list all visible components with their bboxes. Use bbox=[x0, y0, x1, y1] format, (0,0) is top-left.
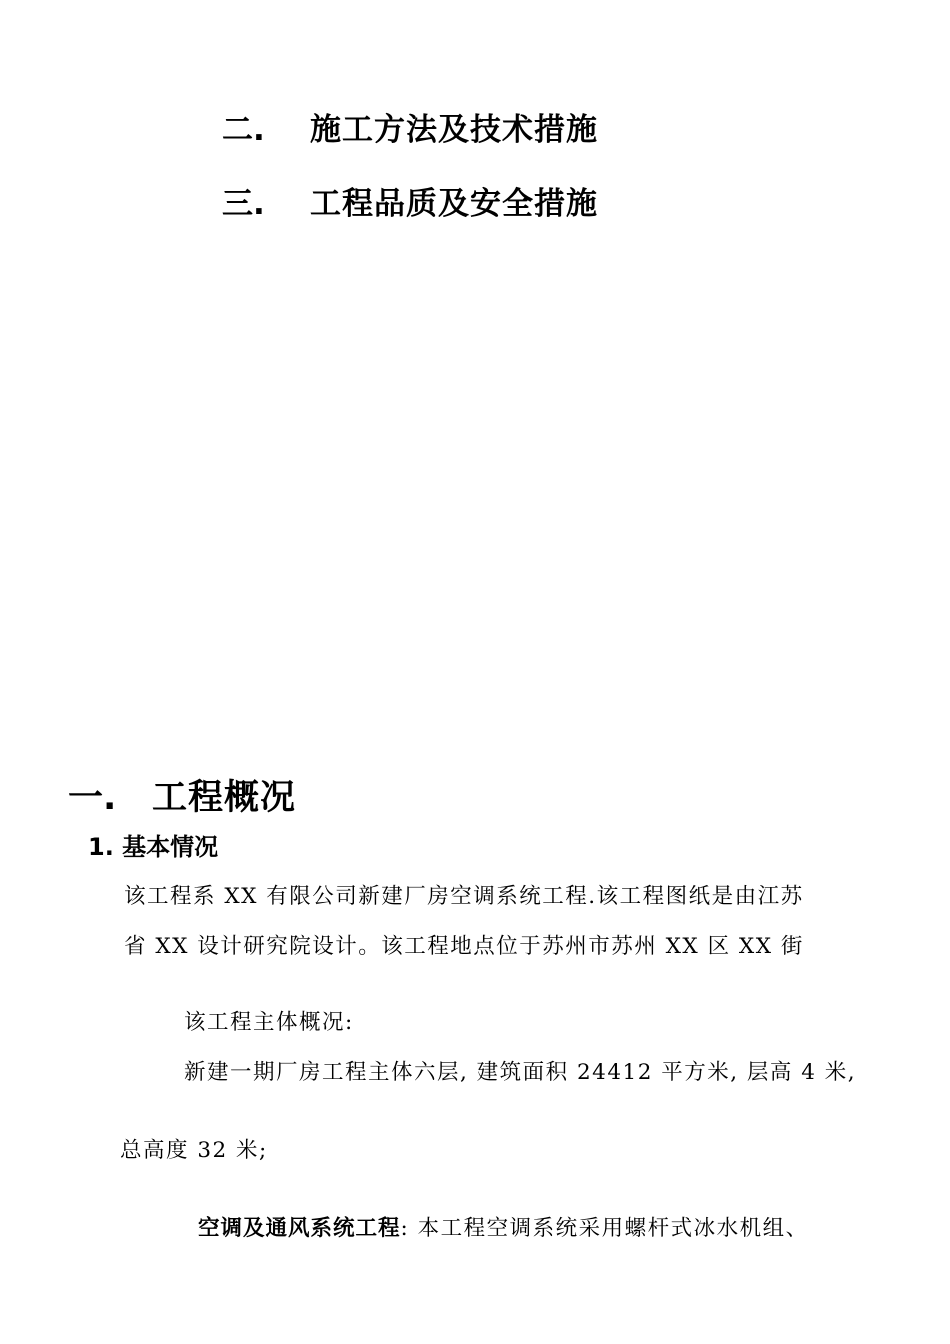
main-structure-label: 该工程主体概况: bbox=[184, 1010, 354, 1035]
toc-item-title: 工程品质及安全措施 bbox=[310, 186, 598, 222]
toc-item-number: 二. bbox=[222, 112, 265, 148]
hvac-text: : 本工程空调系统采用螺杆式冰水机组、 bbox=[400, 1216, 809, 1241]
section-heading bbox=[68, 776, 388, 820]
intro-paragraph-line-2: 省 XX 设计研究院设计。该工程地点位于苏州市苏州 XX 区 XX 街 bbox=[124, 934, 804, 959]
toc-item-number: 三. bbox=[222, 186, 265, 222]
main-structure-line-2: 总高度 32 米; bbox=[120, 1138, 268, 1163]
intro-paragraph-line-1: 该工程系 XX 有限公司新建厂房空调系统工程.该工程图纸是由江苏 bbox=[124, 884, 804, 909]
hvac-paragraph bbox=[198, 1214, 809, 1244]
toc-item-2 bbox=[222, 110, 702, 150]
hvac-label: 空调及通风系统工程 bbox=[198, 1216, 401, 1241]
section-title: 工程概况 bbox=[152, 778, 297, 818]
toc-item-3 bbox=[222, 184, 702, 224]
subsection-heading: 1. 基本情况 bbox=[88, 833, 219, 861]
main-structure-line-1: 新建一期厂房工程主体六层, 建筑面积 24412 平方米, 层高 4 米, bbox=[184, 1060, 857, 1085]
toc-item-title: 施工方法及技术措施 bbox=[310, 112, 598, 148]
section-number: 一. bbox=[68, 778, 117, 818]
